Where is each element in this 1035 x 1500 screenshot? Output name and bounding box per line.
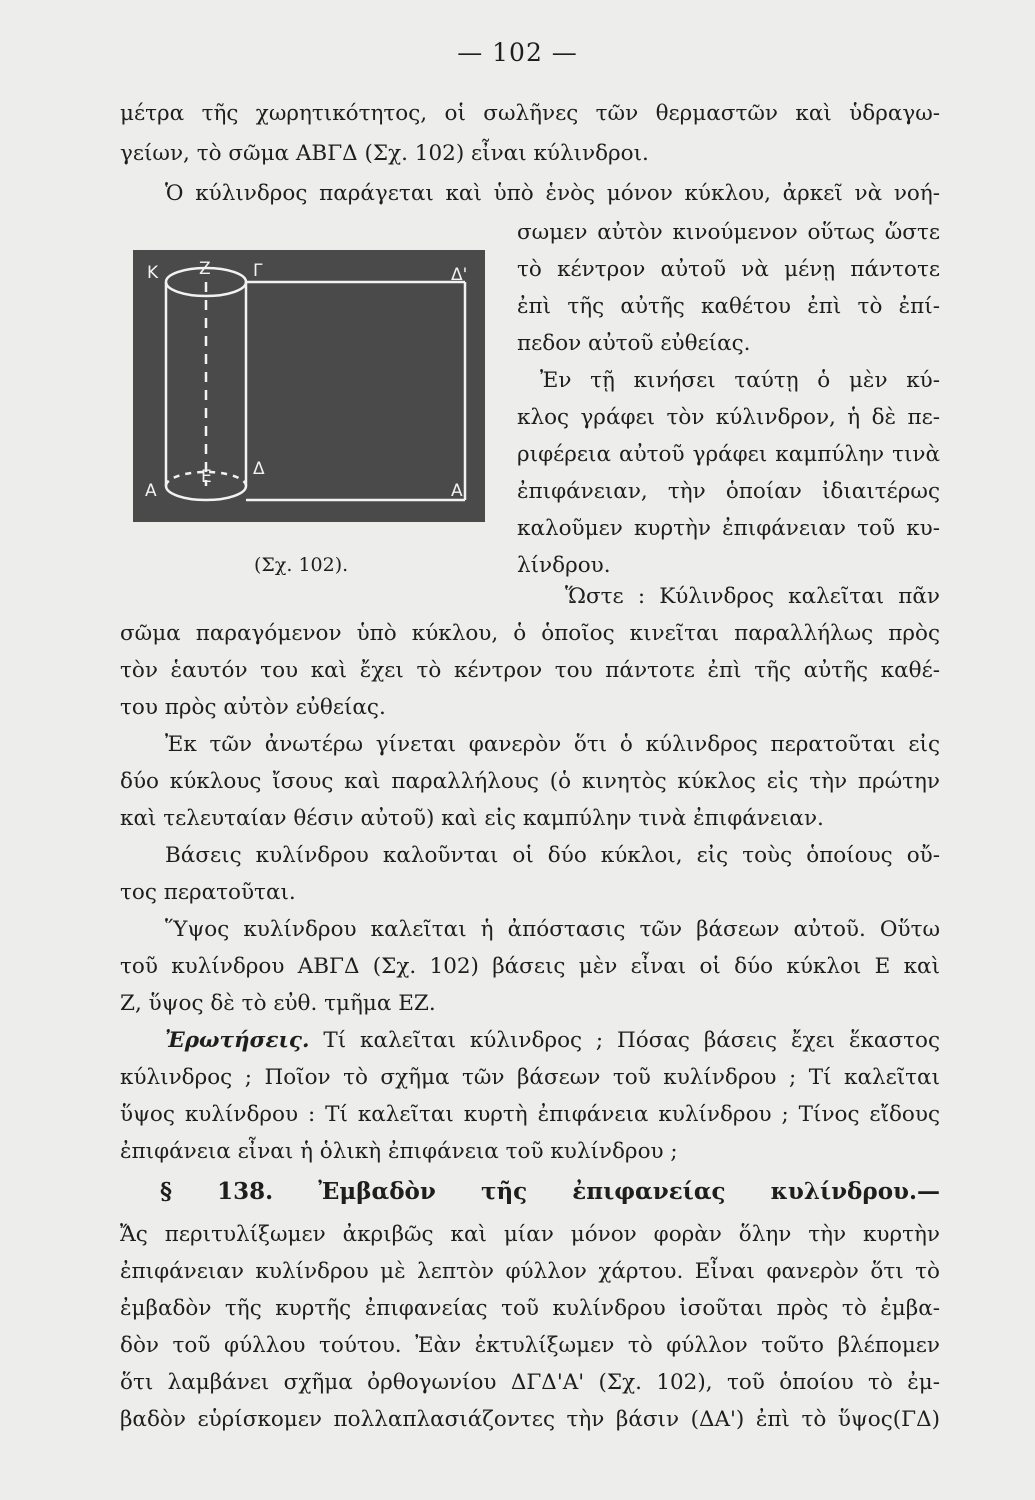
text-line: ὕψος κυλίνδρου : Τί καλεῖται κυρτὴ ἐπιφάνεια κυλίνδρου ; Τίνος εἴδους [120,1102,940,1127]
text-line: σωμεν αὐτὸν κινούμενον οὕτως ὥστε [517,220,940,245]
text-line: ριφέρεια αὐτοῦ γράφει καμπύλην τινὰ [517,442,940,467]
text-line: ἐπὶ τῆς αὐτῆς καθέτου ἐπὶ τὸ ἐπί- [517,294,940,319]
text-line: τος περατοῦται. [120,880,296,905]
text-line: τὸ κέντρον αὐτοῦ νὰ μένῃ πάντοτε [517,257,940,282]
text-line: Ἄς περιτυλίξωμεν ἀκριβῶς καὶ μίαν μόνον φορὰν ὅλην τὴν κυρτὴν [120,1222,940,1247]
text-line: δὸν τοῦ φύλλου τούτου. Ἐὰν ἐκτυλίξωμεν τὸ φύλλον τοῦτο βλέπομεν [120,1333,940,1358]
text-line: τὸν ἑαυτόν του καὶ ἔχει τὸ κέντρον του πάντοτε ἐπὶ τῆς αὐτῆς καθέ- [120,658,940,683]
text-line: Τί καλεῖται κύλινδρος ; Πόσας βάσεις ἔχει ἕκαστος [309,1028,940,1053]
text-line: ἐμβαδὸν τῆς κυρτῆς ἐπιφανείας τοῦ κυλίνδρου ἰσοῦται πρὸς τὸ ἐμβα- [120,1296,940,1321]
text-line: Βάσεις κυλίνδρου καλοῦνται οἱ δύο κύκλοι, εἰς τοὺς ὁποίους οὔ- [165,843,940,868]
section-heading: § 138. Ἐμβαδὸν τῆς ἐπιφανείας κυλίνδρου.— [160,1178,940,1205]
text-line: λίνδρου. [517,553,611,578]
text-line: ὅτι λαμβάνει σχῆμα ὀρθογωνίου ΔΓΔ'Α' (Σχ. 102), τοῦ ὁποίου τὸ ἐμ- [120,1370,940,1395]
text-line: ἐπιφάνεια εἶναι ἡ ὁλικὴ ἐπιφάνεια τοῦ κυλίνδρου ; [120,1139,678,1164]
text-line: δύο κύκλους ἴσους καὶ παραλλήλους (ὁ κινητὸς κύκλος εἰς τὴν πρώτην [120,769,940,794]
text-line: Ζ, ὕψος δὲ τὸ εὐθ. τμῆμα ΕΖ. [120,991,436,1016]
cylinder-diagram [133,250,485,522]
text-line: Ὁ κύλινδρος παράγεται καὶ ὑπὸ ἑνὸς μόνον κύκλου, ἀρκεῖ νὰ νοή- [165,181,940,206]
text-line: βαδὸν εὑρίσκομεν πολλαπλασιάζοντες τὴν βάσιν (ΔΑ') ἐπὶ τὸ ὕψος(ΓΔ) [120,1407,940,1432]
label-k: Κ [147,263,159,283]
page-number: — 102 — [457,38,578,67]
cylinder-figure [133,250,485,522]
label-delta-prime-top: Δ' [451,265,468,285]
text-line: γείων, τὸ σῶμα ΑΒΓΔ (Σχ. 102) εἶναι κύλινδροι. [120,141,649,166]
questions-label: Ἐρωτήσεις. [165,1028,310,1053]
text-line: του πρὸς αὐτὸν εὐθείας. [120,695,386,720]
label-gamma: Γ [253,261,263,281]
label-e: Ε [201,467,212,487]
text-line: Ὥστε : Κύλινδρος καλεῖται πᾶν [565,584,940,609]
label-delta: Δ [253,459,265,479]
label-alpha-prime: Α' [451,481,468,501]
text-line: Ἐκ τῶν ἀνωτέρω γίνεται φανερὸν ὅτι ὁ κύλινδρος περατοῦται εἰς [165,732,940,757]
figure-caption: (Σχ. 102). [254,554,349,576]
text-line: Ἐν τῇ κινήσει ταύτῃ ὁ μὲν κύ- [540,368,940,393]
questions-first-line [165,1027,940,1055]
label-alpha: Α [145,481,157,501]
text-line: ἐπιφάνειαν, τὴν ὁποίαν ἰδιαιτέρως [517,479,940,504]
text-line: καὶ τελευταίαν θέσιν αὐτοῦ) καὶ εἰς καμπύλην τινὰ ἐπιφάνειαν. [120,806,824,831]
text-line: πεδον αὐτοῦ εὐθείας. [517,331,751,356]
text-line: μέτρα τῆς χωρητικότητος, οἱ σωλῆνες τῶν θερμαστῶν καὶ ὑδραγω- [120,101,940,126]
text-line: σῶμα παραγόμενον ὑπὸ κύκλου, ὁ ὁποῖος κινεῖται παραλλήλως πρὸς [120,621,940,646]
text-line: κλος γράφει τὸν κύλινδρον, ἡ δὲ πε- [517,405,940,430]
label-z: Ζ [199,259,211,279]
text-line: κύλινδρος ; Ποῖον τὸ σχῆμα τῶν βάσεων τοῦ κυλίνδρου ; Τί καλεῖται [120,1065,940,1090]
text-line: ἐπιφάνειαν κυλίνδρου μὲ λεπτὸν φύλλον χάρτου. Εἶναι φανερὸν ὅτι τὸ [120,1259,940,1284]
text-line: Ὕψος κυλίνδρου καλεῖται ἡ ἀπόστασις τῶν βάσεων αὐτοῦ. Οὕτω [165,917,940,942]
text-line: καλοῦμεν κυρτὴν ἐπιφάνειαν τοῦ κυ- [517,516,940,541]
text-line: τοῦ κυλίνδρου ΑΒΓΔ (Σχ. 102) βάσεις μὲν εἶναι οἱ δύο κύκλοι Ε καὶ [120,954,940,979]
